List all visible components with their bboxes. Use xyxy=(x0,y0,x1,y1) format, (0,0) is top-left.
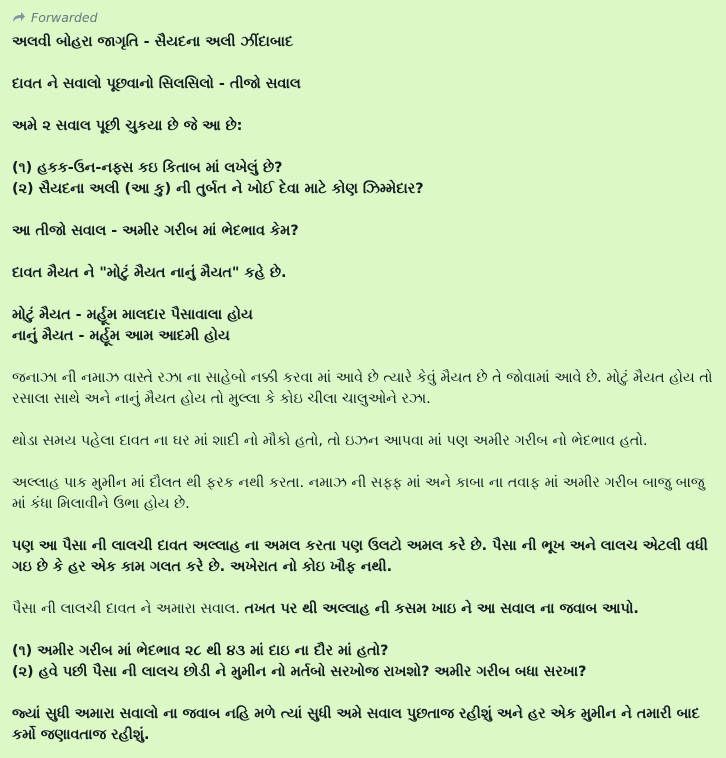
message-paragraph-emphasis: તખત પર થી અલ્લાહ ની કસમ ખાઇ ને આ સવાલ ના જવાબ આપો. xyxy=(244,601,639,617)
message-subheading: દાવત ને સવાલો પૂછવાનો સિલસિલો - તીજો સવાલ xyxy=(12,76,301,92)
question-item: (૨) સૈયદના અલી (આ કુ) ની તુર્બત ને ખોઈ દેવા માટે કોણ ઝિમ્મેદાર? xyxy=(12,181,424,197)
question-item: (૧) હકક-ઉન-નફ્સ કઇ કિતાબ માં લખેલું છે? xyxy=(12,160,283,176)
question-list xyxy=(12,641,716,683)
question-item: (૨) હવે પછી પૈસા ની લાલચ છોડી ને મુમીન નો મર્તબો સરખોજ રાખશો? અમીર ગરીબ બધા સરખા? xyxy=(12,664,587,680)
message-heading: અલવી બોહરા જાગૃતિ - સૈયદના અલી ઝીંદાબાદ xyxy=(12,34,294,50)
message-paragraph: જનાઝા ની નમાઝ વાસ્તે રઝા ના સાહેબો નક્કી કરવા માં આવે છે ત્યારે કેવું મૈયત છે તે જોવામાં આવે છે. મોટું મૈયત હોય તો રસાલા સાથે અને નાનું મૈયત હોય તો મુલ્લા કે કોઇ ચીલા ચાલુઓને રઝા. xyxy=(12,370,713,407)
question-item: (૧) અમીર ગરીબ માં ભેદભાવ ૨૮ થી ૪૩ માં દાઇ ના દૌર માં હતો? xyxy=(12,643,389,659)
message-paragraph-part: પૈસા ની લાલચી દાવત ને અમારા સવાલ. xyxy=(12,601,245,617)
message-paragraph: દાવત મૈયત ને "મોટું મૈયત નાનું મૈયત" કહે છે. xyxy=(12,265,287,281)
message-text xyxy=(12,32,716,746)
message-paragraph: પણ આ પૈસા ની લાલચી દાવત અલ્લાહ ના અમલ કરતા પણ ઉલટો અમલ કરે છે. પૈસા ની ભૂખ અને લાલચ એટલી વધી ગઇ છે કે હર એક કામ ગલત કરે છે. અખેરાત નો કોઇ ખૌફ નથી. xyxy=(12,538,708,575)
forward-arrow-icon xyxy=(12,11,26,23)
message-paragraph: આ તીજો સવાલ - અમીર ગરીબ માં ભેદભાવ કેમ? xyxy=(12,223,299,239)
definition-list xyxy=(12,305,716,347)
message-paragraph xyxy=(12,599,716,620)
message-paragraph: અમે ૨ સવાલ પૂછી ચુકયા છે જે આ છે: xyxy=(12,118,243,134)
message-paragraph: થોડા સમય પહેલા દાવત ના ઘર માં શાદી નો મૌકો હતો, તો ઇઝન આપવા માં પણ અમીર ગરીબ નો ભેદભાવ હતો. xyxy=(12,433,648,449)
definition-item: મોટું મૈયત - મર્હૂમ માલદાર પૈસાવાલા હોય xyxy=(12,307,253,323)
forwarded-text: Forwarded xyxy=(31,9,98,25)
question-list xyxy=(12,158,716,200)
message-paragraph: જ્યાં સુધી અમારા સવાલો ના જવાબ નહિ મળે ત્યાં સુધી અમે સવાલ પુછતાજ રહીશું અને હર એક મુમીન ને તમારી બાદ કર્મો જણાવતાજ રહીશું. xyxy=(12,706,700,743)
message-paragraph: અલ્લાહ પાક મુમીન માં દૌલત થી ફરક નથી કરતા. નમાઝ ની સફ્ફ માં અને કાબા ના તવાફ માં અમીર ગરીબ બાજુ બાજુ માં કંધા મિલાવીને ઉભા હોય છે. xyxy=(12,475,705,512)
definition-item: નાનું મૈયત - મર્હૂમ આમ આદમી હોય xyxy=(12,328,230,344)
forwarded-label xyxy=(12,8,716,26)
